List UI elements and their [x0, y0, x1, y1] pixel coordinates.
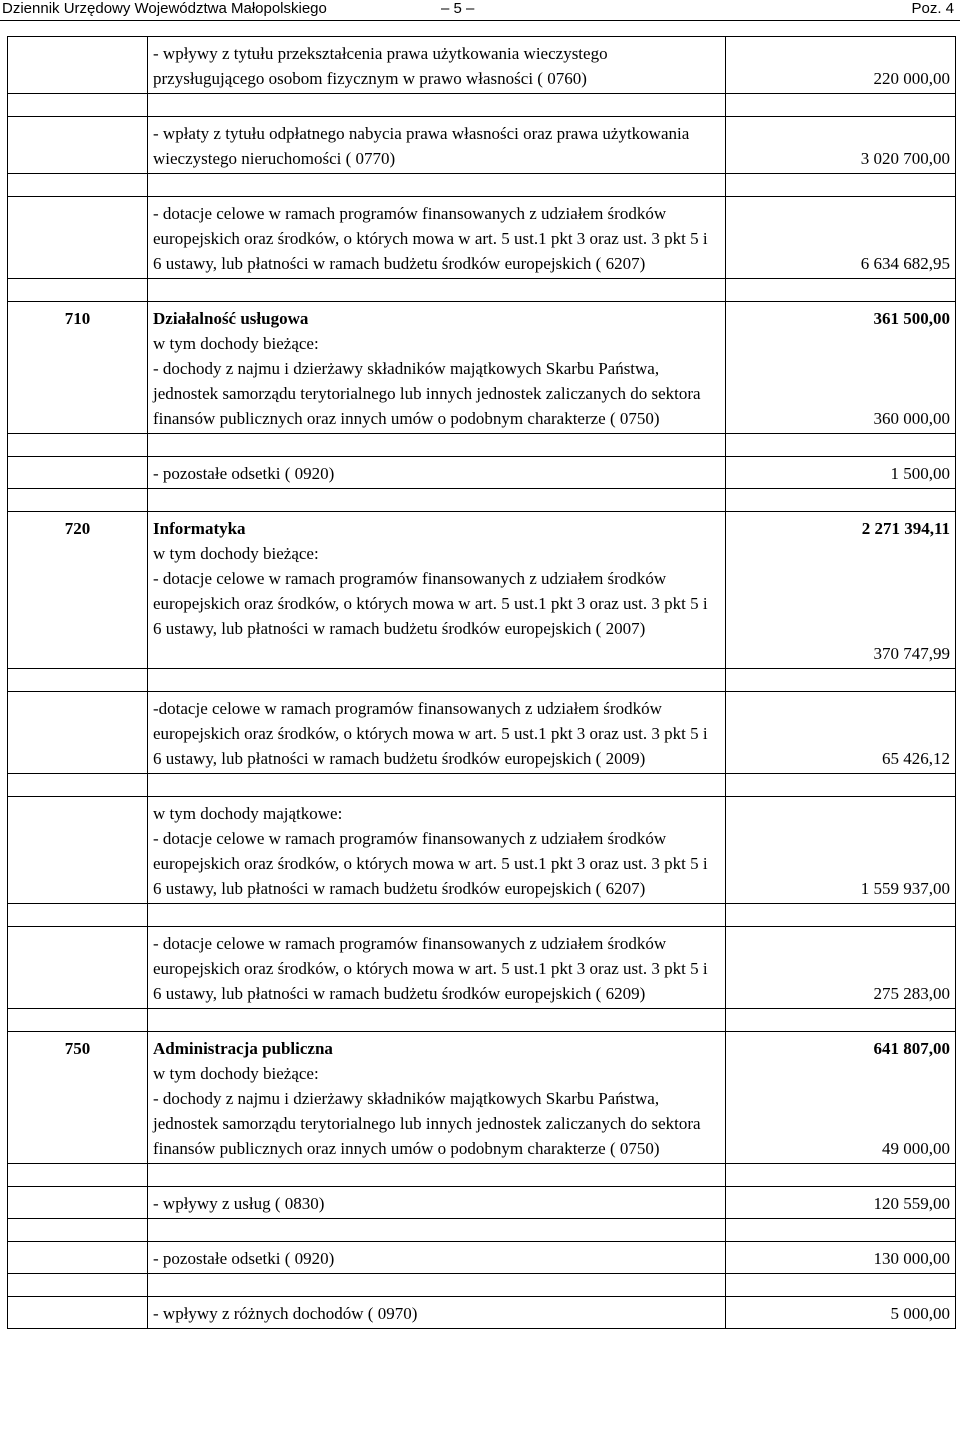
amount-cell: 220 000,00: [726, 37, 956, 94]
budget-income-table: [7, 36, 956, 1329]
table-row: [8, 117, 956, 174]
table-row: [8, 797, 956, 904]
item-amount: 370 747,99: [873, 644, 950, 663]
section-total: 641 807,00: [873, 1039, 950, 1058]
table-row: [8, 1187, 956, 1219]
amount-cell: 120 559,00: [726, 1187, 956, 1219]
amount-cell: [726, 512, 956, 669]
spacer-row: [8, 1219, 956, 1242]
spacer-row: [8, 1164, 956, 1187]
subsection-label: w tym dochody bieżące:: [153, 1064, 319, 1083]
description-cell: - pozostałe odsetki ( 0920): [148, 457, 726, 489]
header-rule: [0, 20, 960, 21]
description-cell: - wpłaty z tytułu odpłatnego nabycia prawa własności oraz prawa użytkowania wieczystego nieruchomości ( 0770): [148, 117, 726, 174]
journal-title: Dziennik Urzędowy Województwa Małopolskiego: [2, 0, 327, 17]
amount-cell: 3 020 700,00: [726, 117, 956, 174]
spacer-row: [8, 669, 956, 692]
section-total: 361 500,00: [873, 309, 950, 328]
subsection-label: w tym dochody bieżące:: [153, 544, 319, 563]
code-cell: [8, 797, 148, 904]
item-amount: 360 000,00: [873, 409, 950, 428]
section-total: 2 271 394,11: [861, 519, 950, 538]
table-row: [8, 197, 956, 279]
table-row: [8, 1297, 956, 1329]
subsection-label: w tym dochody majątkowe:: [153, 804, 343, 823]
subsection-label: w tym dochody bieżące:: [153, 334, 319, 353]
section-row-720: [8, 512, 956, 669]
description-cell: - wpływy z usług ( 0830): [148, 1187, 726, 1219]
amount-cell: 275 283,00: [726, 927, 956, 1009]
amount-cell: 65 426,12: [726, 692, 956, 774]
item-amount: 49 000,00: [882, 1139, 950, 1158]
description-cell: [148, 512, 726, 669]
section-code: 720: [8, 512, 148, 669]
description-cell: - pozostałe odsetki ( 0920): [148, 1242, 726, 1274]
item-description: - dotacje celowe w ramach programów finansowanych z udziałem środków europejskich oraz środków, o których mowa w art. 5 ust.1 pkt 3 oraz ust. 3 pkt 5 i 6 ustawy, lub płatności w ramach budżetu środków europejskich ( 6207): [153, 829, 708, 898]
spacer-row: [8, 279, 956, 302]
code-cell: [8, 1297, 148, 1329]
item-description: - dochody z najmu i dzierżawy składników majątkowych Skarbu Państwa, jednostek samorządu terytorialnego lub innych jednostek zaliczanych do sektora finansów publicznych oraz innych umów o podobnym charakterze ( 0750): [153, 359, 701, 428]
amount-cell: 130 000,00: [726, 1242, 956, 1274]
table-row: [8, 457, 956, 489]
description-cell: - dotacje celowe w ramach programów finansowanych z udziałem środków europejskich oraz środków, o których mowa w art. 5 ust.1 pkt 3 oraz ust. 3 pkt 5 i 6 ustawy, lub płatności w ramach budżetu środków europejskich ( 6209): [148, 927, 726, 1009]
description-cell: -dotacje celowe w ramach programów finansowanych z udziałem środków europejskich oraz środków, o których mowa w art. 5 ust.1 pkt 3 oraz ust. 3 pkt 5 i 6 ustawy, lub płatności w ramach budżetu środków europejskich ( 2009): [148, 692, 726, 774]
section-row-710: [8, 302, 956, 434]
description-cell: - wpływy z różnych dochodów ( 0970): [148, 1297, 726, 1329]
section-name: Administracja publiczna: [153, 1039, 333, 1058]
code-cell: [8, 1187, 148, 1219]
amount-cell: [726, 302, 956, 434]
page-number: – 5 –: [441, 0, 475, 17]
page-header: [0, 0, 960, 22]
section-name: Działalność usługowa: [153, 309, 309, 328]
amount-cell: [726, 1032, 956, 1164]
amount-cell: 1 559 937,00: [726, 797, 956, 904]
code-cell: [8, 117, 148, 174]
table-row: [8, 37, 956, 94]
code-cell: [8, 927, 148, 1009]
code-cell: [8, 692, 148, 774]
item-description: - dotacje celowe w ramach programów finansowanych z udziałem środków europejskich oraz środków, o których mowa w art. 5 ust.1 pkt 3 oraz ust. 3 pkt 5 i 6 ustawy, lub płatności w ramach budżetu środków europejskich ( 2007): [153, 569, 708, 638]
code-cell: [8, 197, 148, 279]
section-code: 750: [8, 1032, 148, 1164]
spacer-row: [8, 94, 956, 117]
spacer-row: [8, 434, 956, 457]
spacer-row: [8, 1274, 956, 1297]
spacer-row: [8, 489, 956, 512]
spacer-row: [8, 774, 956, 797]
amount-cell: 5 000,00: [726, 1297, 956, 1329]
section-row-750: [8, 1032, 956, 1164]
section-name: Informatyka: [153, 519, 246, 538]
description-cell: [148, 302, 726, 434]
description-cell: - dotacje celowe w ramach programów finansowanych z udziałem środków europejskich oraz środków, o których mowa w art. 5 ust.1 pkt 3 oraz ust. 3 pkt 5 i 6 ustawy, lub płatności w ramach budżetu środków europejskich ( 6207): [148, 197, 726, 279]
amount-cell: 1 500,00: [726, 457, 956, 489]
spacer-row: [8, 1009, 956, 1032]
description-cell: [148, 797, 726, 904]
spacer-row: [8, 174, 956, 197]
table-row: [8, 927, 956, 1009]
description-cell: - wpływy z tytułu przekształcenia prawa użytkowania wieczystego przysługującego osobom fizycznym w prawo własności ( 0760): [148, 37, 726, 94]
code-cell: [8, 37, 148, 94]
amount-cell: 6 634 682,95: [726, 197, 956, 279]
section-code: 710: [8, 302, 148, 434]
table-row: [8, 692, 956, 774]
description-cell: [148, 1032, 726, 1164]
code-cell: [8, 1242, 148, 1274]
code-cell: [8, 457, 148, 489]
item-description: - dochody z najmu i dzierżawy składników majątkowych Skarbu Państwa, jednostek samorządu terytorialnego lub innych jednostek zaliczanych do sektora finansów publicznych oraz innych umów o podobnym charakterze ( 0750): [153, 1089, 701, 1158]
table-row: [8, 1242, 956, 1274]
position-number: Poz. 4: [911, 0, 954, 17]
spacer-row: [8, 904, 956, 927]
